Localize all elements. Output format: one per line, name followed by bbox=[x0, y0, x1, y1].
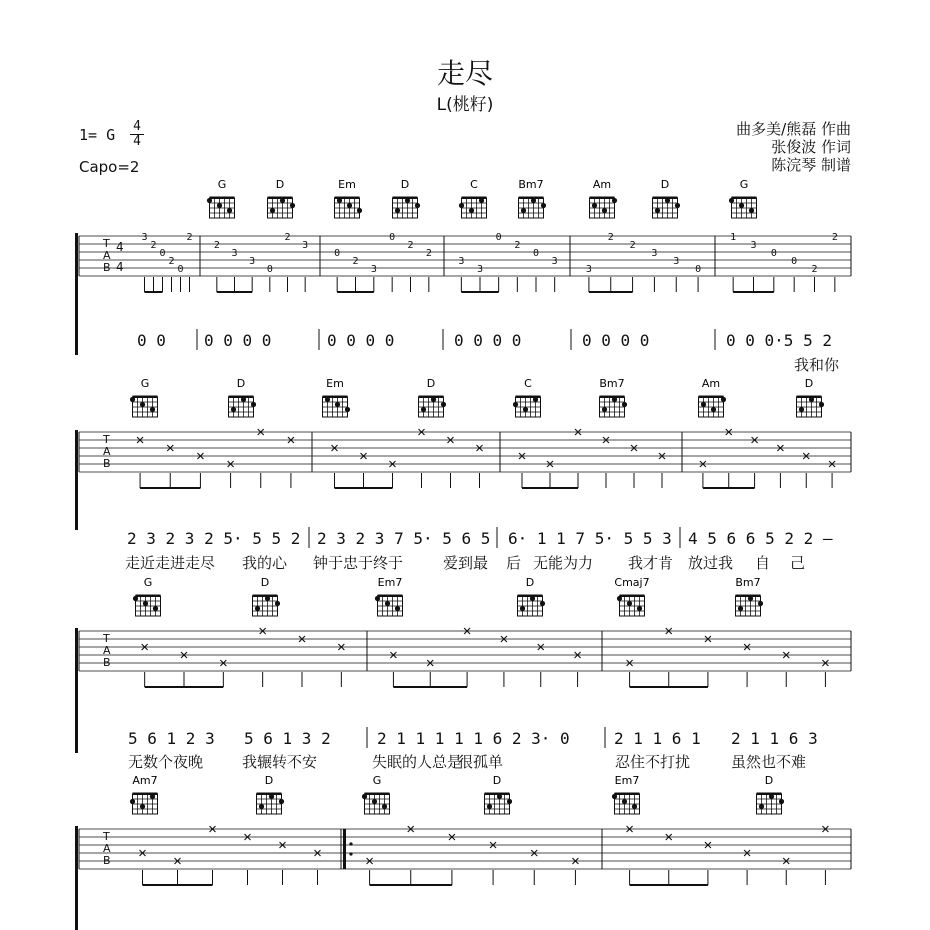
credit-composer: 曲多美/熊磊 作曲 bbox=[736, 120, 851, 138]
tab-fret-number: 2 bbox=[811, 264, 818, 275]
tab-fret-number: 2 bbox=[213, 240, 220, 251]
chord-name: Bm7 bbox=[518, 178, 544, 191]
chord-diagram bbox=[257, 774, 285, 814]
chord-diagram bbox=[362, 774, 390, 814]
tab-fret-number: 0 bbox=[791, 256, 798, 267]
chord-name: Em bbox=[326, 377, 344, 390]
chord-diagram bbox=[419, 377, 447, 417]
lyric-text: 虽然也不难 bbox=[731, 753, 807, 771]
chord-finger-dot bbox=[769, 794, 774, 799]
chord-finger-dot bbox=[405, 198, 410, 203]
lyric-text: 自 bbox=[755, 554, 771, 572]
chord-nut bbox=[419, 396, 444, 399]
chord-nut bbox=[519, 197, 544, 200]
lyric-text: 己 bbox=[790, 554, 806, 572]
chord-finger-dot bbox=[372, 799, 377, 804]
chord-name: C bbox=[524, 377, 532, 390]
numbered-notation: 6· 1 1 7 5· 5 5 3 bbox=[508, 529, 672, 548]
chord-nut bbox=[757, 793, 782, 796]
chord-diagram bbox=[518, 178, 546, 218]
numbered-notation: 0 0 bbox=[137, 331, 166, 350]
chord-name: G bbox=[140, 377, 150, 390]
chord-nut bbox=[210, 197, 235, 200]
lyric-text: 放过我 bbox=[688, 554, 734, 572]
chord-finger-dot bbox=[130, 799, 135, 804]
chord-finger-dot bbox=[227, 208, 232, 213]
chord-diagram bbox=[130, 377, 158, 417]
chord-name: Bm7 bbox=[735, 576, 761, 589]
chord-finger-dot bbox=[382, 804, 387, 809]
chord-diagram bbox=[268, 178, 296, 218]
chord-diagram bbox=[699, 377, 727, 417]
numbered-notation: 2 3 2 3 2 5· 5 5 2 bbox=[127, 529, 301, 548]
chord-finger-dot bbox=[150, 407, 155, 412]
repeat-bar bbox=[343, 829, 346, 869]
chord-finger-dot bbox=[675, 203, 680, 208]
chord-nut bbox=[736, 595, 761, 598]
chord-name: D bbox=[525, 576, 535, 589]
chord-name: Am7 bbox=[132, 774, 158, 787]
chord-finger-dot bbox=[617, 596, 622, 601]
tab-fret-number: 0 bbox=[770, 248, 777, 259]
chord-nut bbox=[393, 197, 418, 200]
song-title: 走尽 bbox=[436, 57, 493, 90]
chord-finger-dot bbox=[612, 198, 617, 203]
chord-finger-dot bbox=[251, 402, 256, 407]
chord-finger-dot bbox=[749, 208, 754, 213]
lyric-text: 忍住不打扰 bbox=[615, 753, 691, 771]
chord-finger-dot bbox=[130, 397, 135, 402]
system-bracket bbox=[75, 233, 78, 355]
chord-nut bbox=[620, 595, 645, 598]
tab-clef-letter: A bbox=[103, 249, 111, 262]
chord-diagram bbox=[375, 576, 403, 616]
chord-finger-dot bbox=[415, 203, 420, 208]
tab-clef-letter: B bbox=[103, 457, 111, 470]
chord-nut bbox=[600, 396, 625, 399]
chord-finger-dot bbox=[612, 397, 617, 402]
tab-fret-number: 0 bbox=[159, 248, 166, 259]
chord-finger-dot bbox=[520, 606, 525, 611]
lyric-text: 失眠的人总是 bbox=[372, 753, 463, 771]
chord-finger-dot bbox=[779, 799, 784, 804]
chord-finger-dot bbox=[487, 804, 492, 809]
chord-name: D bbox=[426, 377, 436, 390]
chord-finger-dot bbox=[385, 601, 390, 606]
chord-name: Am bbox=[592, 178, 612, 191]
chord-finger-dot bbox=[748, 596, 753, 601]
chord-finger-dot bbox=[395, 606, 400, 611]
chord-diagram bbox=[757, 774, 785, 814]
chord-finger-dot bbox=[759, 804, 764, 809]
tab-fret-number: 0 bbox=[389, 232, 396, 243]
tab-fret-number: 3 bbox=[302, 240, 309, 251]
chord-finger-dot bbox=[469, 208, 474, 213]
tab-clef-letter: B bbox=[103, 854, 111, 867]
chord-finger-dot bbox=[395, 208, 400, 213]
chord-name: G bbox=[217, 178, 227, 191]
chord-finger-dot bbox=[140, 804, 145, 809]
chord-finger-dot bbox=[533, 397, 538, 402]
chord-finger-dot bbox=[140, 402, 145, 407]
tab-clef-letter: T bbox=[103, 237, 110, 250]
chord-finger-dot bbox=[738, 606, 743, 611]
tab-fret-number: 3 bbox=[673, 256, 680, 267]
chord-name: Em bbox=[338, 178, 356, 191]
chord-name: D bbox=[400, 178, 410, 191]
chord-finger-dot bbox=[337, 198, 342, 203]
tab-fret-number: 2 bbox=[514, 240, 521, 251]
numbered-notation: 2 1 1 6 1 bbox=[614, 729, 701, 748]
chord-finger-dot bbox=[133, 596, 138, 601]
chord-diagram bbox=[513, 377, 541, 417]
tab-fret-number: 3 bbox=[477, 264, 484, 275]
chord-finger-dot bbox=[255, 606, 260, 611]
numbered-notation: 2 3 2 3 7 5· 5 6 5 bbox=[317, 529, 491, 548]
chord-name: D bbox=[764, 774, 774, 787]
chord-diagram bbox=[393, 178, 421, 218]
chord-diagram bbox=[599, 377, 627, 417]
chord-finger-dot bbox=[622, 799, 627, 804]
chord-diagram bbox=[133, 576, 161, 616]
tab-clef-letter: A bbox=[103, 445, 111, 458]
numbered-notation: 5 6 1 2 3 bbox=[128, 729, 215, 748]
chord-nut bbox=[797, 396, 822, 399]
tab-fret-number: 3 bbox=[141, 232, 148, 243]
chord-nut bbox=[590, 197, 615, 200]
chord-name: D bbox=[804, 377, 814, 390]
tab-fret-number: 3 bbox=[249, 256, 256, 267]
numbered-notation: 0 0 0 0 bbox=[327, 331, 395, 350]
tab-fret-number: 2 bbox=[186, 232, 193, 243]
credit-lyricist: 张俊波 作词 bbox=[771, 138, 851, 156]
chord-finger-dot bbox=[758, 601, 763, 606]
chord-diagram bbox=[335, 178, 363, 218]
repeat-dot bbox=[349, 842, 352, 845]
chord-finger-dot bbox=[345, 407, 350, 412]
chord-name: Cmaj7 bbox=[614, 576, 650, 589]
chord-diagram bbox=[735, 576, 763, 616]
chord-nut bbox=[268, 197, 293, 200]
chord-diagram bbox=[614, 576, 649, 616]
chord-finger-dot bbox=[153, 606, 158, 611]
key-signature: 1= G bbox=[79, 126, 116, 144]
tab-clef-letter: T bbox=[103, 830, 110, 843]
chord-nut bbox=[136, 595, 161, 598]
lyric-text: 走近走进走尽 bbox=[125, 554, 216, 572]
numbered-notation: 2 1 1 1 1 1 6 2 3· 0 bbox=[377, 729, 570, 748]
chord-finger-dot bbox=[497, 794, 502, 799]
chord-name: G bbox=[143, 576, 153, 589]
tab-fret-number: 2 bbox=[607, 232, 614, 243]
chord-finger-dot bbox=[479, 198, 484, 203]
lyric-text: 很孤单 bbox=[458, 753, 504, 771]
numbered-notation: 4 5 6 6 5 2 2 – bbox=[688, 529, 833, 548]
system-bracket bbox=[75, 430, 78, 530]
tab-fret-number: 3 bbox=[370, 264, 377, 275]
chord-name: Em7 bbox=[377, 576, 403, 589]
chord-nut bbox=[699, 396, 724, 399]
chord-finger-dot bbox=[441, 402, 446, 407]
lyric-text: 我才肯 bbox=[628, 554, 674, 572]
chord-finger-dot bbox=[729, 198, 734, 203]
chord-nut bbox=[653, 197, 678, 200]
tab-fret-number: 3 bbox=[585, 264, 592, 275]
tab-fret-number: 2 bbox=[168, 256, 175, 267]
numbered-notation: 5 6 1 3 2 bbox=[244, 729, 331, 748]
chord-finger-dot bbox=[513, 402, 518, 407]
chord-nut bbox=[615, 793, 640, 796]
chord-finger-dot bbox=[375, 596, 380, 601]
chord-finger-dot bbox=[335, 402, 340, 407]
chord-finger-dot bbox=[809, 397, 814, 402]
chord-finger-dot bbox=[270, 208, 275, 213]
lyric-text: 钟于忠于终于 bbox=[313, 554, 404, 572]
chord-finger-dot bbox=[459, 203, 464, 208]
chord-name: D bbox=[264, 774, 274, 787]
tab-clef-letter: B bbox=[103, 656, 111, 669]
chord-diagram bbox=[253, 576, 281, 616]
chord-name: C bbox=[470, 178, 478, 191]
chord-finger-dot bbox=[431, 397, 436, 402]
lyric-text: 我和你 bbox=[794, 356, 840, 374]
lyric-text: 我的心 bbox=[242, 554, 288, 572]
numbered-notation: 0 0 0 0 bbox=[454, 331, 522, 350]
tab-clef-letter: A bbox=[103, 842, 111, 855]
tab-fret-number: 0 bbox=[695, 264, 702, 275]
numbered-notation: 2 1 1 6 3 bbox=[731, 729, 818, 748]
system-bracket bbox=[75, 826, 78, 930]
tab-fret-number: 2 bbox=[629, 240, 636, 251]
tab-fret-number: 2 bbox=[284, 232, 291, 243]
chord-finger-dot bbox=[231, 407, 236, 412]
tab-fret-number: 0 bbox=[334, 248, 341, 259]
chord-nut bbox=[229, 396, 254, 399]
chord-finger-dot bbox=[269, 794, 274, 799]
chord-nut bbox=[378, 595, 403, 598]
tab-fret-number: 2 bbox=[831, 232, 838, 243]
tab-fret-number: 2 bbox=[352, 256, 359, 267]
chord-diagram bbox=[485, 774, 513, 814]
chord-finger-dot bbox=[541, 203, 546, 208]
chord-finger-dot bbox=[739, 203, 744, 208]
chord-finger-dot bbox=[622, 402, 627, 407]
tab-fret-number: 0 bbox=[495, 232, 502, 243]
chord-finger-dot bbox=[711, 407, 716, 412]
chord-name: D bbox=[492, 774, 502, 787]
chord-name: D bbox=[660, 178, 670, 191]
repeat-dot bbox=[349, 852, 352, 855]
chord-finger-dot bbox=[217, 203, 222, 208]
time-signature-top: 4 bbox=[133, 119, 141, 134]
credit-transcriber: 陈浣琴 制谱 bbox=[771, 156, 851, 174]
chord-diagram bbox=[207, 178, 235, 218]
chord-finger-dot bbox=[592, 203, 597, 208]
lyric-text: 我辗转不安 bbox=[242, 753, 318, 771]
tab-fret-number: 3 bbox=[231, 248, 238, 259]
chord-finger-dot bbox=[279, 799, 284, 804]
chord-name: D bbox=[275, 178, 285, 191]
chord-finger-dot bbox=[819, 402, 824, 407]
time-signature-bottom: 4 bbox=[130, 134, 144, 149]
chord-diagram bbox=[797, 377, 825, 417]
tab-fret-number: 3 bbox=[458, 256, 465, 267]
chord-finger-dot bbox=[280, 198, 285, 203]
chord-finger-dot bbox=[701, 402, 706, 407]
chord-finger-dot bbox=[150, 794, 155, 799]
chord-finger-dot bbox=[507, 799, 512, 804]
tab-fret-number: 1 bbox=[730, 232, 737, 243]
chord-finger-dot bbox=[259, 804, 264, 809]
chord-finger-dot bbox=[357, 208, 362, 213]
tab-time-signature: 4 bbox=[116, 260, 124, 274]
chord-nut bbox=[485, 793, 510, 796]
chord-finger-dot bbox=[612, 794, 617, 799]
chord-finger-dot bbox=[637, 606, 642, 611]
tab-clef-letter: T bbox=[103, 632, 110, 645]
system-bracket bbox=[75, 628, 78, 753]
chord-name: G bbox=[739, 178, 749, 191]
chord-nut bbox=[257, 793, 282, 796]
chord-finger-dot bbox=[275, 601, 280, 606]
song-artist: L(桃籽) bbox=[436, 95, 494, 115]
tab-fret-number: 0 bbox=[266, 264, 273, 275]
chord-name: Am bbox=[701, 377, 721, 390]
chord-finger-dot bbox=[290, 203, 295, 208]
chord-diagram bbox=[130, 774, 158, 814]
tab-fret-number: 0 bbox=[177, 264, 184, 275]
chord-finger-dot bbox=[602, 407, 607, 412]
chord-finger-dot bbox=[325, 397, 330, 402]
chord-finger-dot bbox=[143, 601, 148, 606]
tab-fret-number: 0 bbox=[533, 248, 540, 259]
chord-finger-dot bbox=[421, 407, 426, 412]
chord-diagram bbox=[323, 377, 351, 417]
chord-finger-dot bbox=[602, 208, 607, 213]
chord-nut bbox=[133, 396, 158, 399]
tab-fret-number: 2 bbox=[425, 248, 432, 259]
lyric-text: 无数个夜晚 bbox=[128, 753, 204, 771]
chord-name: Em7 bbox=[614, 774, 640, 787]
chord-diagram bbox=[459, 178, 487, 218]
tab-fret-number: 2 bbox=[150, 240, 157, 251]
chord-name: D bbox=[236, 377, 246, 390]
capo-marking: Capo=2 bbox=[79, 158, 140, 176]
lyric-text: 无能为力 bbox=[533, 554, 594, 572]
chord-finger-dot bbox=[531, 198, 536, 203]
chord-nut bbox=[365, 793, 390, 796]
numbered-notation: 0 0 0·5 5 2 bbox=[726, 331, 832, 350]
lyric-text: 爱到最 bbox=[443, 554, 489, 572]
chord-diagram bbox=[729, 178, 757, 218]
tab-fret-number: 2 bbox=[407, 240, 414, 251]
chord-finger-dot bbox=[799, 407, 804, 412]
chord-finger-dot bbox=[721, 397, 726, 402]
chord-finger-dot bbox=[540, 601, 545, 606]
tab-fret-number: 3 bbox=[651, 248, 658, 259]
chord-finger-dot bbox=[523, 407, 528, 412]
chord-finger-dot bbox=[632, 804, 637, 809]
chord-finger-dot bbox=[362, 794, 367, 799]
tab-fret-number: 3 bbox=[551, 256, 558, 267]
chord-diagram bbox=[653, 178, 681, 218]
chord-finger-dot bbox=[347, 203, 352, 208]
chord-nut bbox=[253, 595, 278, 598]
tab-time-signature: 4 bbox=[116, 240, 124, 254]
chord-name: D bbox=[260, 576, 270, 589]
chord-finger-dot bbox=[665, 198, 670, 203]
tab-clef-letter: A bbox=[103, 644, 111, 657]
numbered-notation: 0 0 0 0 bbox=[582, 331, 650, 350]
chord-nut bbox=[518, 595, 543, 598]
tab-clef-letter: B bbox=[103, 261, 111, 274]
chord-finger-dot bbox=[530, 596, 535, 601]
tab-clef-letter: T bbox=[103, 433, 110, 446]
chord-finger-dot bbox=[241, 397, 246, 402]
chord-name: G bbox=[372, 774, 382, 787]
chord-diagram bbox=[590, 178, 618, 218]
chord-diagram bbox=[612, 774, 640, 814]
chord-diagram bbox=[518, 576, 546, 616]
chord-finger-dot bbox=[627, 601, 632, 606]
numbered-notation: 0 0 0 0 bbox=[204, 331, 272, 350]
chord-nut bbox=[732, 197, 757, 200]
lyric-text: 后 bbox=[506, 554, 522, 572]
chord-finger-dot bbox=[265, 596, 270, 601]
chord-finger-dot bbox=[521, 208, 526, 213]
chord-finger-dot bbox=[655, 208, 660, 213]
chord-diagram bbox=[229, 377, 257, 417]
tab-fret-number: 3 bbox=[750, 240, 757, 251]
chord-finger-dot bbox=[207, 198, 212, 203]
chord-name: Bm7 bbox=[599, 377, 625, 390]
